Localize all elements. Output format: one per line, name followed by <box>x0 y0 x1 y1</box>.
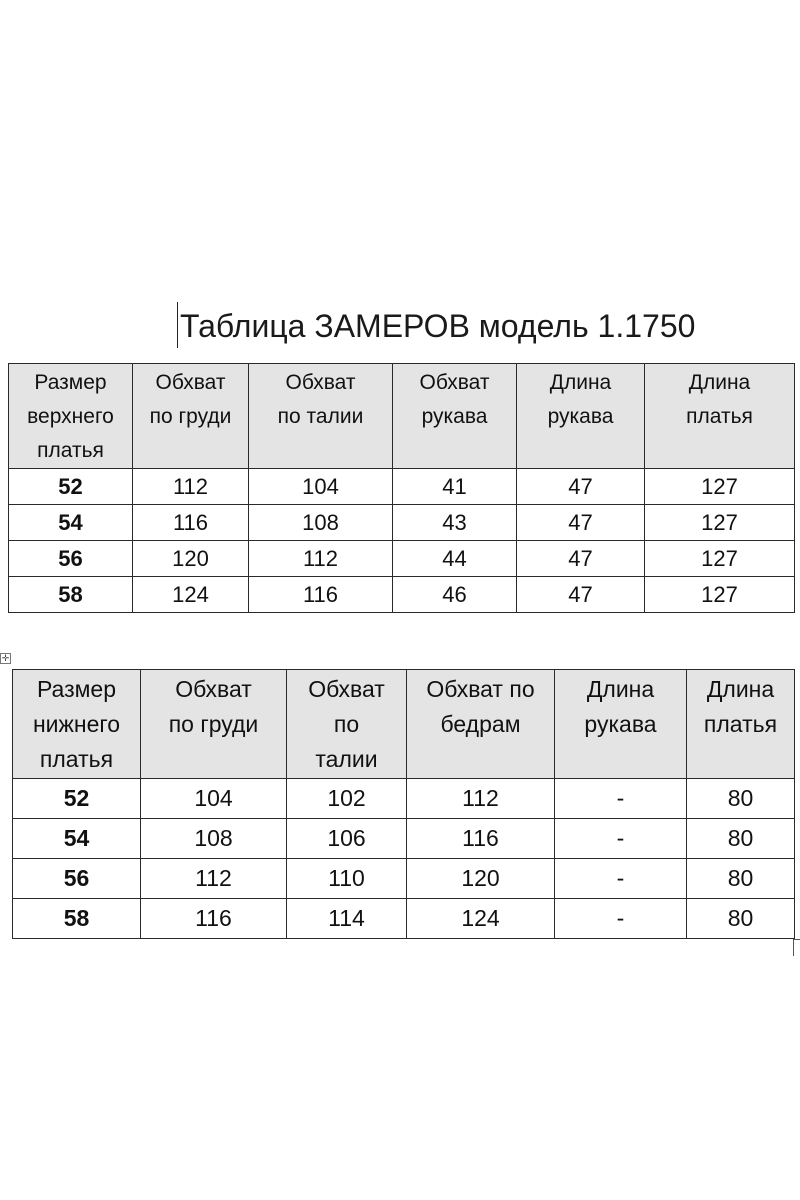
dress-length-cell: 80 <box>687 779 795 819</box>
sleeve-length-cell: - <box>555 859 687 899</box>
sleeve-girth-cell: 43 <box>393 505 517 541</box>
dress-length-cell: 80 <box>687 819 795 859</box>
dress-length-cell: 80 <box>687 859 795 899</box>
dress-length-cell: 80 <box>687 899 795 939</box>
sleeve-length-cell: - <box>555 779 687 819</box>
header-chest: Обхват по груди <box>133 364 249 469</box>
waist-cell: 106 <box>287 819 407 859</box>
header-size: Размер верхнего платья <box>9 364 133 469</box>
chest-cell: 112 <box>141 859 287 899</box>
waist-cell: 104 <box>249 469 393 505</box>
hips-cell: 124 <box>407 899 555 939</box>
header-dress-length: Длина платья <box>687 670 795 779</box>
size-cell: 58 <box>13 899 141 939</box>
header-hips: Обхват по бедрам <box>407 670 555 779</box>
table-row <box>13 859 795 899</box>
table-header-row <box>9 364 795 469</box>
chest-cell: 116 <box>133 505 249 541</box>
waist-cell: 114 <box>287 899 407 939</box>
sleeve-length-cell: 47 <box>517 541 645 577</box>
lower-dress-measurements-table <box>12 669 795 939</box>
size-cell: 52 <box>13 779 141 819</box>
waist-cell: 108 <box>249 505 393 541</box>
chest-cell: 124 <box>133 577 249 613</box>
chest-cell: 104 <box>141 779 287 819</box>
table-row <box>13 819 795 859</box>
sleeve-length-cell: 47 <box>517 469 645 505</box>
dress-length-cell: 127 <box>645 577 795 613</box>
header-waist: Обхват по талии <box>249 364 393 469</box>
waist-cell: 102 <box>287 779 407 819</box>
header-sleeve-length: Длина рукава <box>517 364 645 469</box>
table-row <box>9 577 795 613</box>
header-waist: Обхват по талии <box>287 670 407 779</box>
size-cell: 58 <box>9 577 133 613</box>
text-cursor <box>177 302 178 348</box>
size-cell: 54 <box>9 505 133 541</box>
size-cell: 56 <box>9 541 133 577</box>
header-dress-length: Длина платья <box>645 364 795 469</box>
chest-cell: 120 <box>133 541 249 577</box>
waist-cell: 112 <box>249 541 393 577</box>
dress-length-cell: 127 <box>645 541 795 577</box>
size-cell: 54 <box>13 819 141 859</box>
dress-length-cell: 127 <box>645 469 795 505</box>
size-cell: 56 <box>13 859 141 899</box>
sleeve-girth-cell: 46 <box>393 577 517 613</box>
hips-cell: 120 <box>407 859 555 899</box>
sleeve-girth-cell: 41 <box>393 469 517 505</box>
hips-cell: 116 <box>407 819 555 859</box>
chest-cell: 116 <box>141 899 287 939</box>
dress-length-cell: 127 <box>645 505 795 541</box>
chest-cell: 108 <box>141 819 287 859</box>
waist-cell: 110 <box>287 859 407 899</box>
hips-cell: 112 <box>407 779 555 819</box>
sleeve-length-cell: - <box>555 819 687 859</box>
header-sleeve-girth: Обхват рукава <box>393 364 517 469</box>
table-row <box>9 505 795 541</box>
waist-cell: 116 <box>249 577 393 613</box>
move-anchor-icon[interactable]: ✛ <box>1 653 10 663</box>
table-row <box>9 541 795 577</box>
table-row <box>13 779 795 819</box>
table-row <box>13 899 795 939</box>
sleeve-length-cell: 47 <box>517 577 645 613</box>
header-sleeve-length: Длина рукава <box>555 670 687 779</box>
upper-dress-measurements-table <box>8 363 795 613</box>
page-title: Таблица ЗАМЕРОВ модель 1.1750 <box>180 308 696 344</box>
sleeve-length-cell: 47 <box>517 505 645 541</box>
resize-handle-icon[interactable] <box>793 939 800 956</box>
chest-cell: 112 <box>133 469 249 505</box>
sleeve-girth-cell: 44 <box>393 541 517 577</box>
header-chest: Обхват по груди <box>141 670 287 779</box>
sleeve-length-cell: - <box>555 899 687 939</box>
table-row <box>9 469 795 505</box>
header-size: Размер нижнего платья <box>13 670 141 779</box>
size-cell: 52 <box>9 469 133 505</box>
table-header-row <box>13 670 795 779</box>
